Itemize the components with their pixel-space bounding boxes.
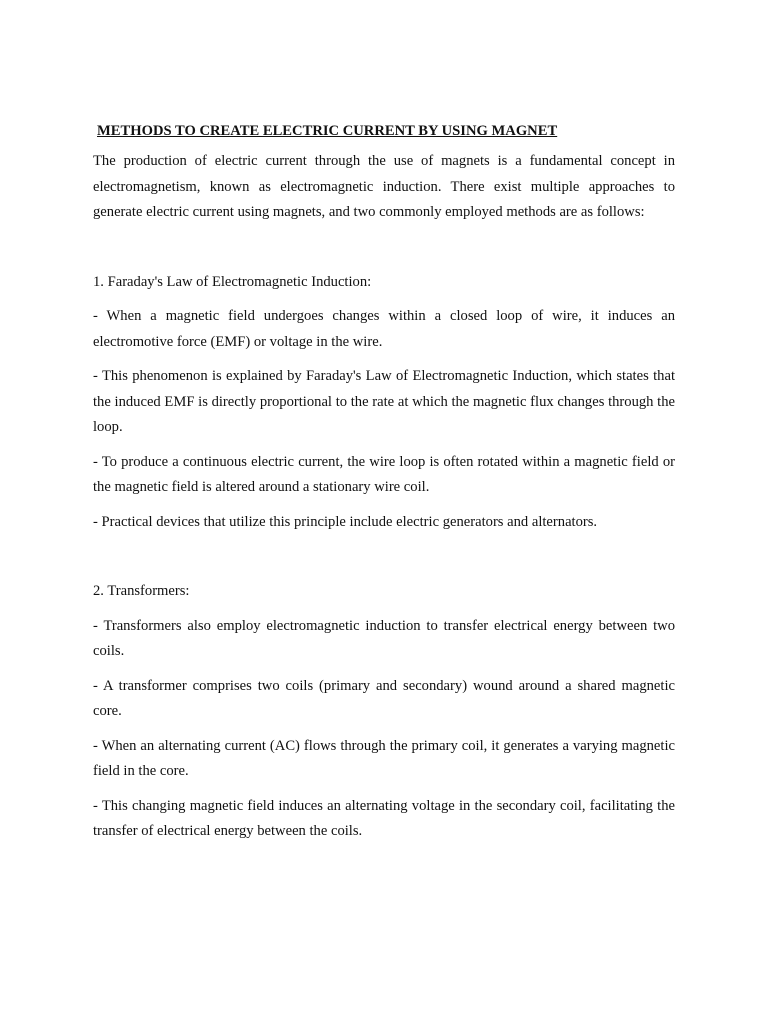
bullet-paragraph: - When a magnetic field undergoes changes within a closed loop of wire, it induces an electromotive force (EMF) or voltage in the wire. xyxy=(93,308,675,350)
bullet-paragraph: - A transformer comprises two coils (primary and secondary) wound around a shared magnetic core. xyxy=(93,677,675,719)
document-body xyxy=(93,121,675,854)
section-heading: 2. Transformers: xyxy=(93,583,190,599)
section-transformers xyxy=(93,579,675,845)
section-heading: 1. Faraday's Law of Electromagnetic Induction: xyxy=(93,273,372,290)
intro-paragraph: The production of electric current through the use of magnets is a fundamental concept in electromagnetism, known as electromagnetic induction. There exist multiple approaches to generate electric current using magnets, and two commonly employed methods are as follows: xyxy=(93,153,675,220)
bullet-paragraph: - Practical devices that utilize this principle include electric generators and alternators. xyxy=(93,513,598,530)
bullet-paragraph: - This phenomenon is explained by Faraday's Law of Electromagnetic Induction, which states that the induced EMF is directly proportional to the rate at which the magnetic flux changes through the loop. xyxy=(93,368,675,435)
document-title: METHODS TO CREATE ELECTRIC CURRENT BY USING MAGNET xyxy=(97,123,558,139)
bullet-paragraph: - To produce a continuous electric current, the wire loop is often rotated within a magnetic field or the magnetic field is altered around a stationary wire coil. xyxy=(93,453,675,495)
section-faraday xyxy=(93,270,675,536)
bullet-paragraph: - When an alternating current (AC) flows through the primary coil, it generates a varying magnetic field in the core. xyxy=(93,737,675,779)
bullet-paragraph: - Transformers also employ electromagnetic induction to transfer electrical energy between two coils. xyxy=(93,617,675,659)
bullet-paragraph: - This changing magnetic field induces an alternating voltage in the secondary coil, facilitating the transfer of electrical energy between the coils. xyxy=(93,797,675,839)
